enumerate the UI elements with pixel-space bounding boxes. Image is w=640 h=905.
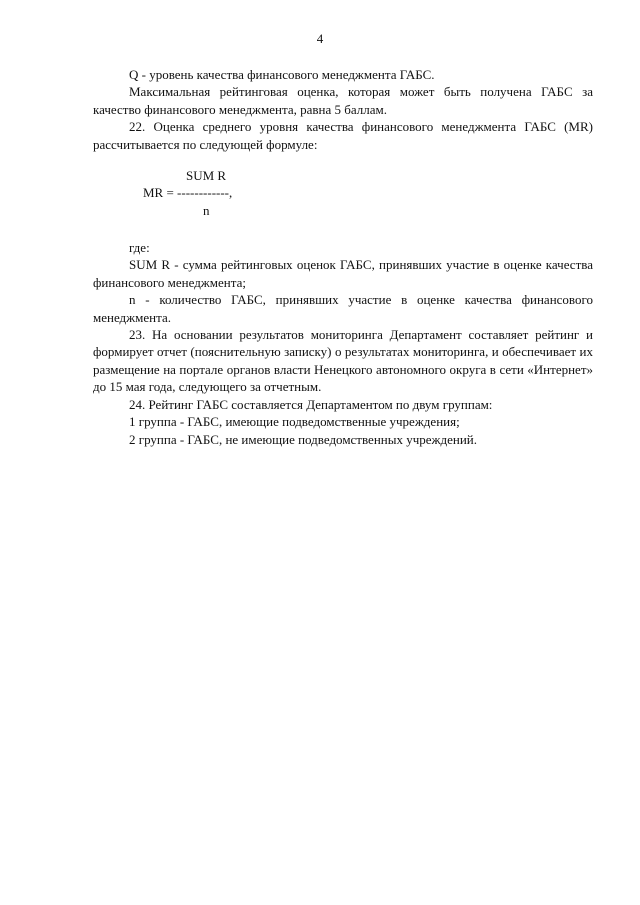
paragraph-group-2: 2 группа - ГАБС, не имеющие подведомственных учреждений. — [129, 431, 478, 447]
formula-lhs: MR = ------------, — [143, 185, 233, 201]
where-label: где: — [129, 240, 150, 256]
paragraph-sum-r-definition: SUM R - сумма рейтинговых оценок ГАБС, принявших участие в оценке качества финансового менеджмента; — [93, 257, 593, 290]
paragraph-item-24: 24. Рейтинг ГАБС составляется Департаментом по двум группам: — [129, 396, 493, 412]
paragraph-q-definition: Q - уровень качества финансового менеджмента ГАБС. — [129, 67, 435, 82]
paragraph-item-22: 22. Оценка среднего уровня качества финансового менеджмента ГАБС (MR) рассчитывается по следующей формуле: — [93, 119, 593, 152]
paragraph-n-definition: n - количество ГАБС, принявших участие в оценке качества финансового менеджмента. — [93, 292, 593, 325]
formula-numerator: SUM R — [186, 168, 227, 184]
document-body — [93, 66, 593, 448]
paragraph-max-score: Максимальная рейтинговая оценка, которая может быть получена ГАБС за качество финансового менеджмента, равна 5 баллам. — [93, 84, 593, 117]
paragraph-group-1: 1 группа - ГАБС, имеющие подведомственные учреждения; — [129, 414, 460, 430]
formula-denominator: n — [203, 203, 210, 219]
paragraph-item-23: 23. На основании результатов мониторинга Департамент составляет рейтинг и формирует отчет (пояснительную записку) о результатах мониторинга, и обеспечивает их размещение на портале органов власти Ненецкого автономного округа в сети «Интернет» до 15 мая года, следующего за отчетным. — [93, 327, 593, 395]
page-number: 4 — [316, 31, 324, 46]
formula-mr — [93, 167, 593, 225]
